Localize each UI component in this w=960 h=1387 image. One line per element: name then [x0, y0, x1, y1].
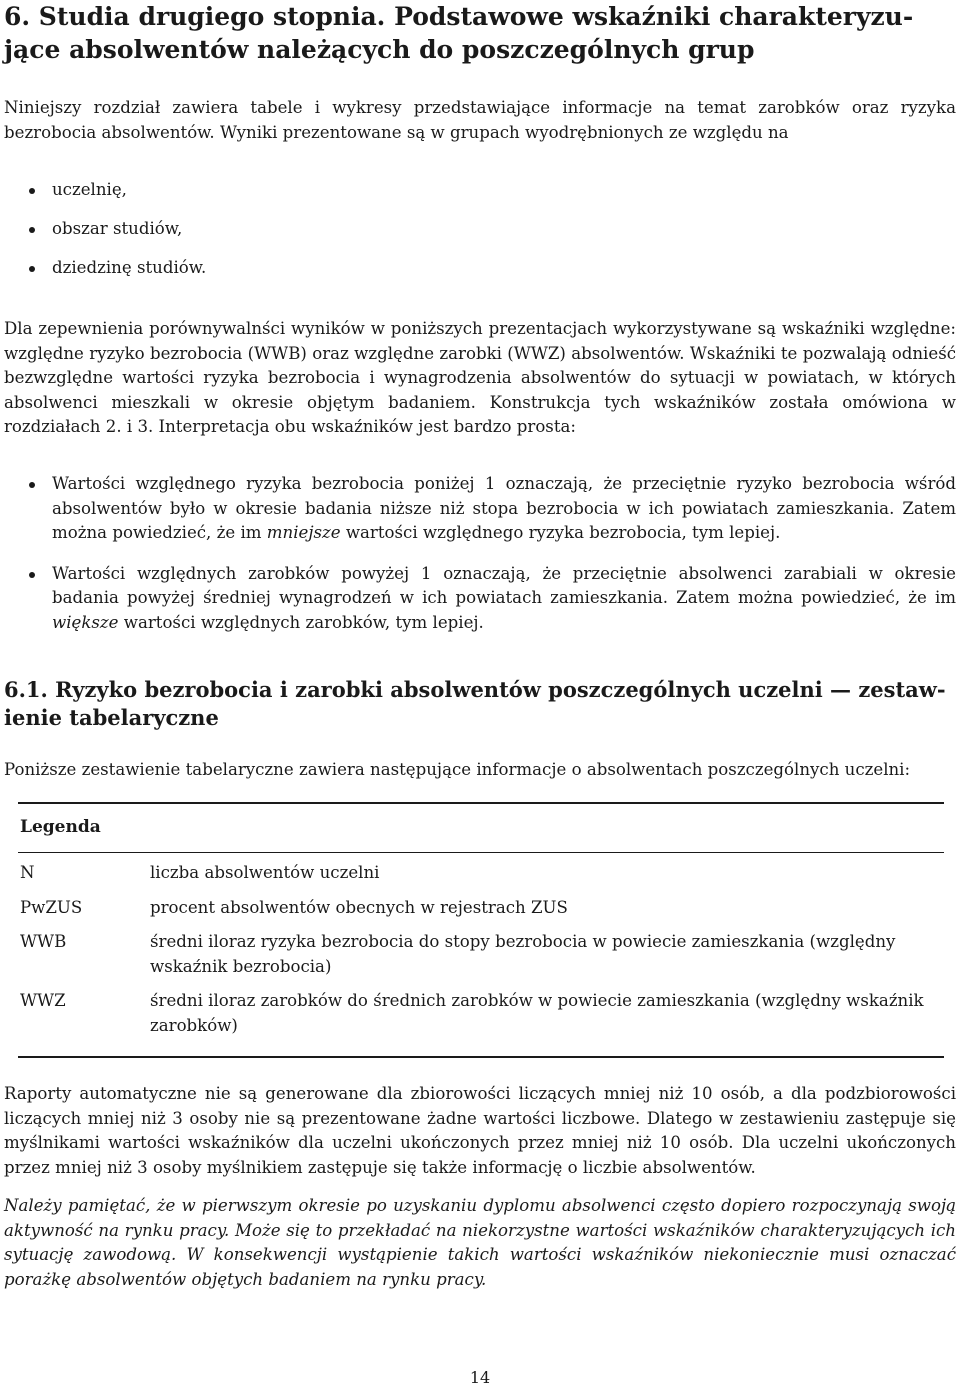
caution-note: Należy pamiętać, że w pierwszym okresie po uzyskaniu dyplomu absolwenci często dopiero rozpoczynają swoją aktywność na rynku pracy. Może się to przekładać na niekorzystne wartości wskaźników charakteryzujących ich sytuację zawodową. W konsekwencji wystąpienie takich wartości wskaźników niekoniecznie musi oznaczać porażkę absolwentów objętych badaniem na rynku pracy.: [4, 1196, 956, 1289]
legend-value: procent absolwentów obecnych w rejestrach ZUS: [150, 897, 568, 917]
group-list: [4, 178, 956, 295]
legend-row: [18, 861, 944, 886]
legend-key: N: [20, 863, 35, 882]
legend-row: [18, 930, 944, 979]
legend-value: średni iloraz zarobków do średnich zarobków w powiecie zamieszkania (względny wskaźnik zarobków): [150, 991, 924, 1035]
legend-bottom-rule: [18, 1056, 944, 1058]
legend-key: WWB: [20, 932, 67, 952]
emphasis-text: mniejsze: [266, 523, 341, 543]
list-item: uczelnię,: [4, 178, 956, 217]
emphasis-text: większe: [52, 612, 119, 632]
legend-key: PwZUS: [20, 897, 83, 917]
page-number: 14: [469, 1368, 491, 1387]
legend-key: WWZ: [20, 991, 66, 1011]
legend-value: średni iloraz ryzyka bezrobocia do stopy bezrobocia w powiecie zamieszkania (względny wskaźnik bezrobocia): [150, 932, 896, 976]
legend-row: [18, 989, 944, 1038]
list-item: obszar studiów,: [4, 217, 956, 256]
list-item: dziedzinę studiów.: [4, 256, 956, 295]
intro-paragraph: Niniejszy rozdział zawiera tabele i wykresy przedstawiające informacje na temat zarobków oraz ryzyka bezrobocia absolwentów. Wyniki prezentowane są w grupach wyodrębnionych ze względu na: [4, 98, 956, 142]
reports-note: Raporty automatyczne nie są generowane dla zbiorowości liczących mniej niż 10 osób, a dla podzbiorowości liczących mniej niż 3 osoby nie są prezentowane żadne wartości liczbowe. Dlatego w zestawieniu zastępuje się myślnikami wartości wskaźników dla uczelni ukończonych przez mniej niż 10 osób. Dla uczelni ukończonych przez mniej niż 3 osoby myślnikiem zastępuje się także informację o liczbie absolwentów.: [4, 1084, 956, 1177]
interpretation-list: [4, 472, 956, 652]
legend-value: liczba absolwentów uczelni: [150, 863, 380, 882]
list-item: Wartości względnego ryzyka bezrobocia poniżej 1 oznaczają, że przeciętnie ryzyko bezrobocia wśród absolwentów było w okresie badania niższe niż stopa bezrobocia w ich powiatach zamieszkania. Zatem można powiedzieć, że im mniejsze wartości względnego ryzyka bezrobocia, tym lepiej.: [4, 472, 956, 546]
section-intro: Poniższe zestawienie tabelaryczne zawiera następujące informacje o absolwentach poszczególnych uczelni:: [4, 760, 911, 779]
comparison-paragraph: Dla zepewnienia porównywalnści wyników w poniższych prezentacjach wykorzystywane są wskaźniki względne: względne ryzyko bezrobocia (WWB) oraz względne zarobki (WWZ) absolwentów. Wskaźniki te pozwalają odnieść bezwzględne wartości ryzyka bezrobocia i wynagrodzenia absolwentów do sytuacji w powiatach, w których absolwenci mieszkali w okresie objętym badaniem. Konstrukcja tych wskaźników została omówiona w rozdziałach 2. i 3. Interpretacja obu wskaźników jest bardzo prosta:: [4, 319, 956, 437]
legend-title: Legenda: [20, 817, 101, 837]
legend-row: [18, 896, 944, 921]
section-heading: 6.1. Ryzyko bezrobocia i zarobki absolwentów poszczególnych uczelni — zestaw-ienie tabelaryczne: [4, 677, 946, 730]
legend-rows: [18, 853, 944, 1056]
legend-table: [18, 802, 944, 1058]
chapter-heading: 6. Studia drugiego stopnia. Podstawowe wskaźniki charakteryzu-jące absolwentów należących do poszczególnych grup: [4, 2, 914, 64]
list-item: Wartości względnych zarobków powyżej 1 oznaczają, że przeciętnie absolwenci zarabiali w okresie badania powyżej średniej wynagrodzeń w ich powiatach zamieszkania. Zatem można powiedzieć, że im większe wartości względnych zarobków, tym lepiej.: [4, 562, 956, 636]
